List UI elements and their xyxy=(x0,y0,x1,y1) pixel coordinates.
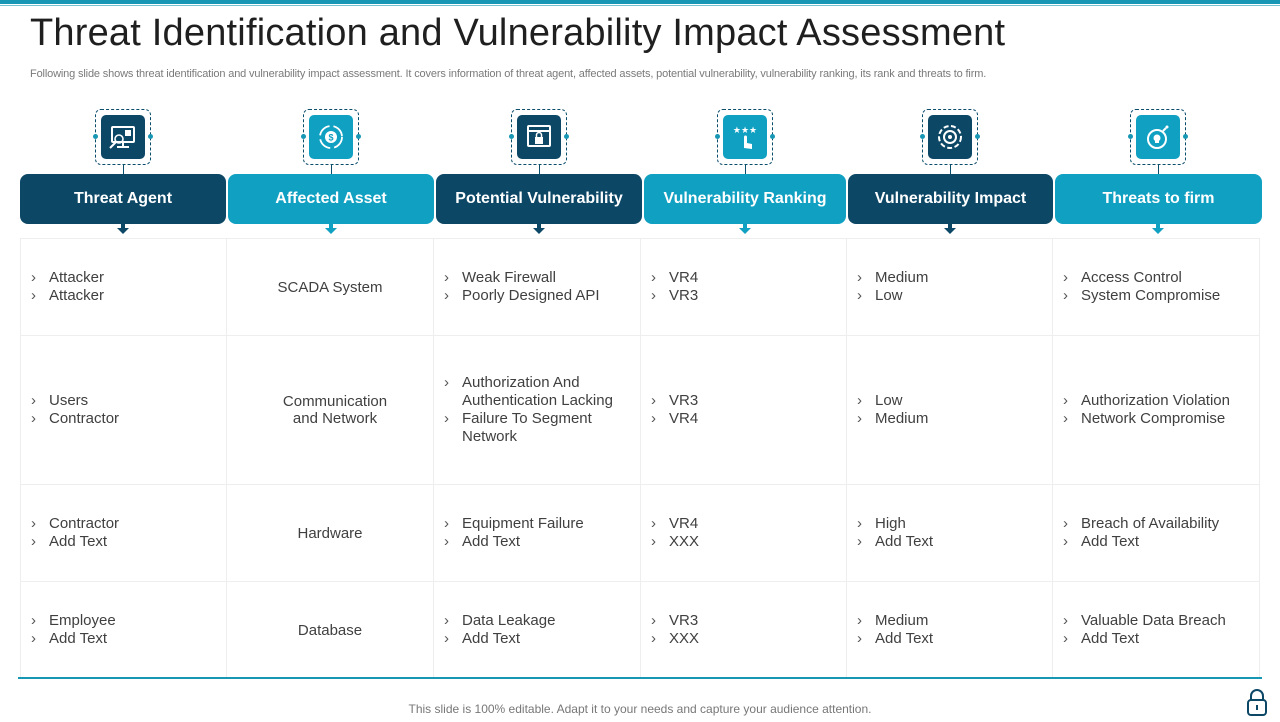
potential-vulnerability-icon-frame xyxy=(511,109,567,165)
threats-to-firm-icon-frame xyxy=(1130,109,1186,165)
table-cell: › High › Add Text xyxy=(847,485,1053,582)
table-cell: › Authorization Violation › Network Compromise xyxy=(1053,336,1260,485)
vulnerability-ranking-icon-frame xyxy=(717,109,773,165)
header-threats-to-firm: Threats to firm xyxy=(1055,174,1262,224)
table-cell: › Weak Firewall › Poorly Designed API xyxy=(434,239,641,336)
svg-text:$: $ xyxy=(328,132,334,143)
table-cell: › VR3 › XXX xyxy=(641,582,847,679)
down-arrow-icon xyxy=(1152,228,1164,234)
header-threat-agent: Threat Agent xyxy=(20,174,226,224)
star-rating-hand-icon xyxy=(723,115,767,159)
down-arrow-icon xyxy=(117,228,129,234)
dollar-cycle-icon xyxy=(309,115,353,159)
header-potential-vulnerability: Potential Vulnerability xyxy=(436,174,642,224)
affected-asset-icon-frame xyxy=(303,109,359,165)
table-cell: › Attacker › Attacker xyxy=(20,239,227,336)
target-gear-icon xyxy=(928,115,972,159)
table-cell: › Breach of Availability › Add Text xyxy=(1053,485,1260,582)
table-cell: Communication and Network xyxy=(227,336,434,485)
table-cell: › VR3 › VR4 xyxy=(641,336,847,485)
table-cell: › Authorization And Authentication Lacking › Failure To Segment Network xyxy=(434,336,641,485)
table-cell: › Medium › Add Text xyxy=(847,582,1053,679)
table-cell: › VR4 › XXX xyxy=(641,485,847,582)
top-accent-line xyxy=(0,5,1280,6)
table-cell: › Users › Contractor xyxy=(20,336,227,485)
page-subtitle: Following slide shows threat identification and vulnerability impact assessment. It covers information of threat agent, affected assets, potential vulnerability, vulnerability ranking, its rank and threats to firm. xyxy=(30,68,987,80)
table-cell: › Contractor › Add Text xyxy=(20,485,227,582)
assessment-table xyxy=(20,238,1260,679)
table-cell: › Data Leakage › Add Text xyxy=(434,582,641,679)
table-cell: › Employee › Add Text xyxy=(20,582,227,679)
table-cell: › VR4 › VR3 xyxy=(641,239,847,336)
table-cell: SCADA System xyxy=(227,239,434,336)
threat-agent-icon-frame xyxy=(95,109,151,165)
bomb-skull-icon xyxy=(1136,115,1180,159)
svg-text:★★★: ★★★ xyxy=(732,126,758,136)
bottom-divider xyxy=(18,677,1262,679)
table-cell: › Access Control › System Compromise xyxy=(1053,239,1260,336)
table-cell: Hardware xyxy=(227,485,434,582)
header-affected-asset: Affected Asset xyxy=(228,174,434,224)
locked-browser-icon xyxy=(517,115,561,159)
table-cell: Database xyxy=(227,582,434,679)
table-cell: › Medium › Low xyxy=(847,239,1053,336)
computer-hacker-icon xyxy=(101,115,145,159)
top-accent-bar xyxy=(0,0,1280,4)
down-arrow-icon xyxy=(325,228,337,234)
lock-icon xyxy=(1244,687,1270,717)
table-cell: › Equipment Failure › Add Text xyxy=(434,485,641,582)
footer-note: This slide is 100% editable. Adapt it to your needs and capture your audience attention. xyxy=(408,702,872,716)
down-arrow-icon xyxy=(533,228,545,234)
down-arrow-icon xyxy=(944,228,956,234)
table-cell: › Valuable Data Breach › Add Text xyxy=(1053,582,1260,679)
page-title: Threat Identification and Vulnerability Impact Assessment xyxy=(30,12,1006,54)
vulnerability-impact-icon-frame xyxy=(922,109,978,165)
header-vulnerability-impact: Vulnerability Impact xyxy=(848,174,1053,224)
table-cell: › Low › Medium xyxy=(847,336,1053,485)
header-vulnerability-ranking: Vulnerability Ranking xyxy=(644,174,846,224)
down-arrow-icon xyxy=(739,228,751,234)
